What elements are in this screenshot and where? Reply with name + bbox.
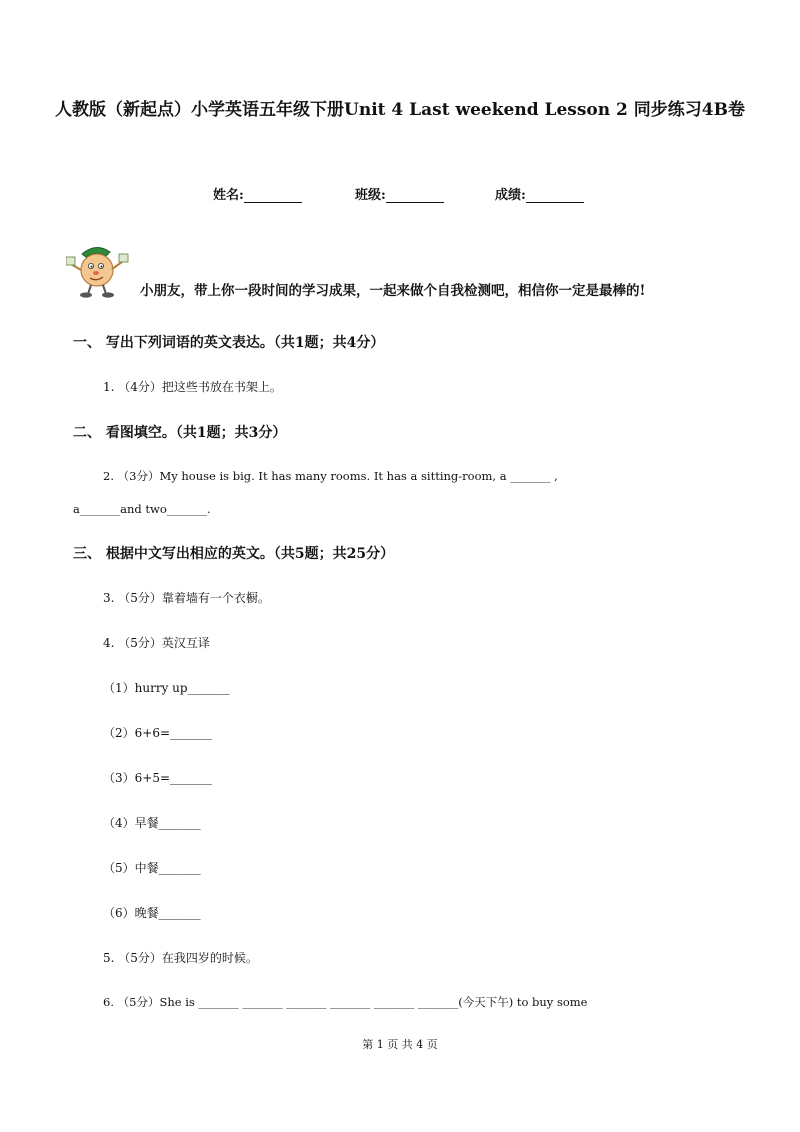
question-4-item: （6）晚餐_______ bbox=[103, 906, 201, 920]
question-6: 6. （5分）She is _______ _______ _______ _______ _______ _______(今天下午) to buy some bbox=[103, 995, 588, 1009]
question-1: 1. （4分）把这些书放在书架上。 bbox=[103, 380, 282, 394]
class-field bbox=[355, 184, 444, 203]
name-blank bbox=[244, 189, 302, 203]
score-label: 成绩: bbox=[495, 188, 526, 203]
question-4: 4. （5分）英汉互译 bbox=[103, 636, 210, 650]
score-field bbox=[495, 184, 584, 203]
name-field bbox=[213, 184, 302, 203]
question-4-item: （1）hurry up_______ bbox=[103, 681, 230, 695]
section-3-title: 三、 根据中文写出相应的英文。（共5题；共25分） bbox=[73, 546, 395, 562]
class-label: 班级: bbox=[355, 188, 386, 203]
score-blank bbox=[526, 189, 584, 203]
page-footer: 第 1 页 共 4 页 bbox=[362, 1038, 438, 1051]
question-4-item: （4）早餐_______ bbox=[103, 816, 201, 830]
question-2-line-1: 2. （3分）My house is big. It has many rooms. It has a sitting-room, a _______ , bbox=[103, 469, 558, 483]
question-2-line-2: a_______and two_______. bbox=[73, 502, 211, 516]
cartoon-mascot-icon bbox=[66, 240, 130, 300]
question-4-item: （2）6+6=_______ bbox=[103, 726, 213, 740]
question-4-item: （5）中餐_______ bbox=[103, 861, 201, 875]
question-3: 3. （5分）靠着墙有一个衣橱。 bbox=[103, 591, 270, 605]
page-title: 人教版（新起点）小学英语五年级下册Unit 4 Last weekend Lesson 2 同步练习4B卷 bbox=[55, 100, 745, 120]
question-4-item: （3）6+5=_______ bbox=[103, 771, 213, 785]
class-blank bbox=[386, 189, 444, 203]
section-2-title: 二、 看图填空。（共1题；共3分） bbox=[73, 425, 287, 441]
intro-text: 小朋友，带上你一段时间的学习成果，一起来做个自我检测吧，相信你一定是最棒的! bbox=[140, 283, 646, 299]
question-5: 5. （5分）在我四岁的时候。 bbox=[103, 951, 258, 965]
section-1-title: 一、 写出下列词语的英文表达。（共1题；共4分） bbox=[73, 335, 385, 351]
name-label: 姓名: bbox=[213, 188, 244, 203]
